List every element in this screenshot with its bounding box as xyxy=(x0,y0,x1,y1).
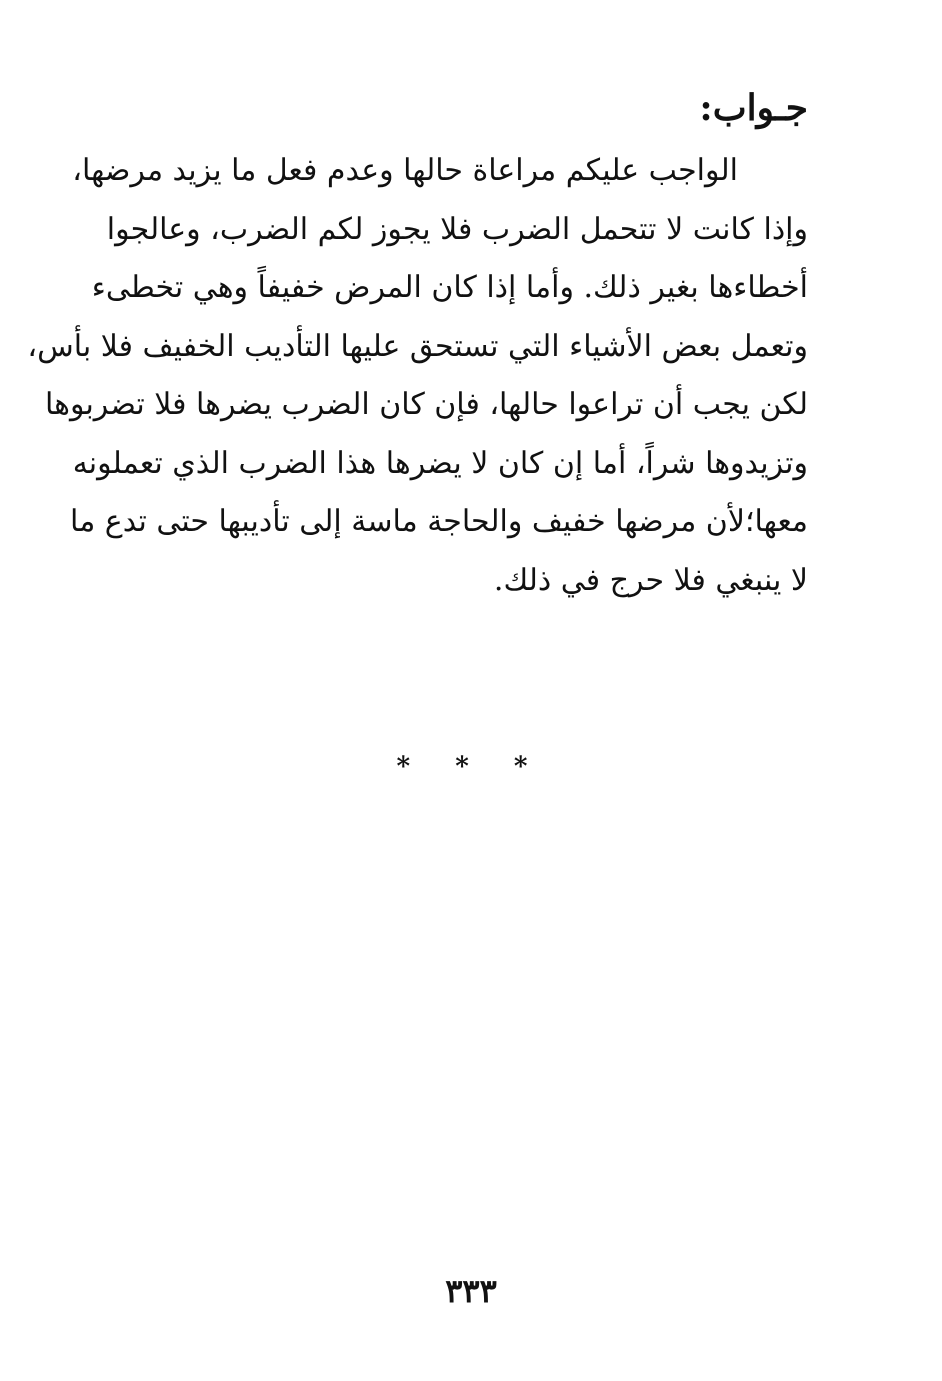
body-line-2: وإذا كانت لا تتحمل الضرب فلا يجوز لكم الضرب، وعالجوا xyxy=(106,211,808,247)
page-number: ٣٣٣ xyxy=(445,1272,497,1310)
body-line-8: لا ينبغي فلا حرج في ذلك. xyxy=(493,562,808,598)
answer-heading: جـواب: xyxy=(699,87,808,129)
body-line-1: الواجب عليكم مراعاة حالها وعدم فعل ما يزيد مرضها، xyxy=(72,153,738,188)
body-line-4: وتعمل بعض الأشياء التي تستحق عليها التأديب الخفيف فلا بأس، xyxy=(27,328,808,364)
section-separator: * * * xyxy=(396,752,546,782)
body-line-5: لكن يجب أن تراعوا حالها، فإن كان الضرب يضرها فلا تضربوها xyxy=(45,387,808,422)
answer-body xyxy=(27,142,808,610)
body-line-7: معها؛لأن مرضها خفيف والحاجة ماسة إلى تأديبها حتى تدع ما xyxy=(70,504,808,539)
body-line-3: أخطاءها بغير ذلك. وأما إذا كان المرض خفيفاً وهي تخطىء xyxy=(91,270,808,305)
body-line-6: وتزيدوها شراً، أما إن كان لا يضرها هذا الضرب الذي تعملونه xyxy=(72,445,808,481)
